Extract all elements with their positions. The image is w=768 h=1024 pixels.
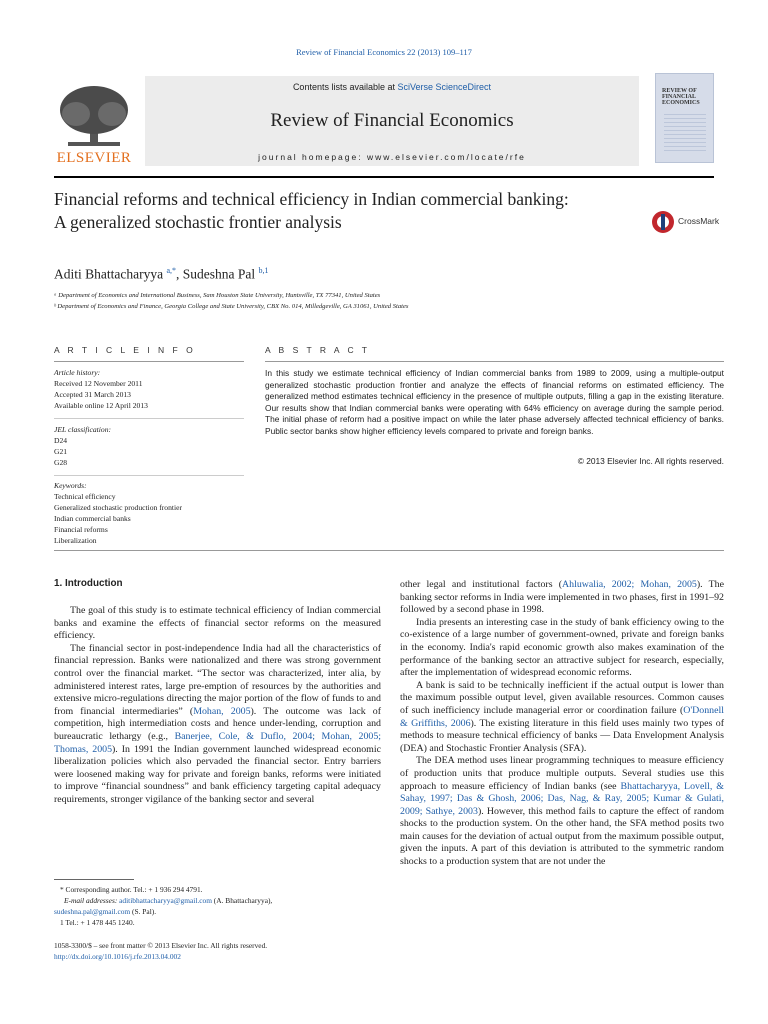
article-info-rule [54,361,244,362]
email-link[interactable]: aditibhattacharyya@gmail.com [119,896,212,905]
abstract-rule [265,361,724,362]
crossmark-badge[interactable] [651,210,726,234]
contents-line [145,82,639,92]
jel-classification [54,424,244,468]
email-link[interactable]: sudeshna.pal@gmail.com [54,907,131,916]
footnote-1: 1 Tel.: + 1 478 445 1240. [60,918,135,927]
author-2-affiliation-mark[interactable]: b,1 [258,266,269,275]
paragraph [400,579,724,617]
email-note [54,895,384,906]
crossmark-label: CrossMark [678,216,720,226]
citation-link[interactable]: Ahluwalia, 2002; Mohan, 2005 [562,579,697,590]
jel-label: JEL classification: [54,425,112,434]
affiliation-b: ᵇ Department of Economics and Finance, Georgia College and State University, CBX No. 014, Milledgeville, GA 31061, United States [54,303,409,310]
text-run: ). The outcome was lack of competition, high intermediation costs and hence under-lending, corruption and bureaucratic lethargy (e.g., [54,705,381,742]
text-run: other legal and institutional factors ( [400,579,563,590]
paragraph [400,680,724,756]
history-label: Article history: [54,368,101,377]
keyword: Technical efficiency [54,492,116,501]
author-separator: , [176,266,183,282]
sciencedirect-link[interactable]: SciVerse ScienceDirect [397,82,492,92]
text-run: The DEA method uses linear programming techniques to measure efficiency of production units that produce multiple outputs. Several studies use this approach to measure efficiency of Indian banks (see [400,755,724,792]
title-line-2: A generalized stochastic frontier analysis [54,212,342,232]
cover-decoration [664,114,706,154]
citation-link[interactable]: Bhattacharyya, Lovell, & Sahay, 1997; Das & Ghosh, 2006; Das, Nag, & Ray, 2005; Kumar & Gulati, 2009; Sathye, 2003 [400,780,724,817]
journal-citation[interactable]: Review of Financial Economics 22 (2013) 109–117 [296,47,472,57]
citation-link[interactable]: Mohan, 2005 [193,705,251,717]
abstract-text: In this study we estimate technical efficiency of Indian commercial banks from 1989 to 2009, using a multiple-output generalized stochastic production frontier and analyze the effects of financial reforms on estimated efficiency. The generalized method estimates technical efficiency in the presence of multiple outputs, filling a gap in the existing literature. Our results show that Indian commercial banks were operating with 64% efficiency on average during the sample period. The initial phase of reform had a positive impact on while the later phase adversely affected technical efficiency of banks. Public sector banks show higher efficiency levels compared to private and foreign banks. [265,368,724,436]
abstract-heading: A B S T R A C T [265,345,371,355]
info-divider [54,475,244,476]
email-owner: (A. Bhattacharyya), [211,896,273,905]
author-1[interactable]: Aditi Bhattacharyya [54,266,164,282]
email-owner: (S. Pal). [130,907,157,916]
footnotes [54,884,384,928]
keywords-label: Keywords: [54,481,87,490]
journal-cover-thumbnail [655,73,714,163]
paragraph: The goal of this study is to estimate technical efficiency of Indian commercial banks and examine the effects of financial sector reforms on the measured efficiency. [54,605,381,642]
front-matter-rule [54,550,724,551]
keyword: Indian commercial banks [54,514,131,523]
elsevier-wordmark: ELSEVIER [56,150,132,166]
contents-prefix: Contents lists available at [292,82,398,92]
text-run: A bank is said to be technically inefficient if the actual output is lower than the maximum possible output level, given available resources. Common causes of such inefficiency include managerial error or coordination failure ( [400,679,724,716]
keyword: Financial reforms [54,525,108,534]
title-line-1: Financial reforms and technical efficiency in Indian commercial banking: [54,189,569,209]
text-run: The financial sector in post-independence India had all the characteristics of financial repression. Banks were nationalized and there was strong government control over the financial market. “The sector was characterized, inter alia, by administered interest rates, large pre-emption of resources by the authorities and extensive micro-regulations directing the major portion of the flow of funds to and from financial intermediaries” ( [54,642,381,717]
text-run: ). The existing literature in this field uses mainly two types of methods to measure technical efficiency of banks — Data Envelopment Analysis (DEA) and Stochastic Frontier Analysis (SFA). [400,717,724,754]
info-divider [54,418,244,419]
section-heading-introduction: 1. Introduction [54,578,123,589]
online-date: Available online 12 April 2013 [54,401,148,410]
received-date: Received 12 November 2011 [54,379,143,388]
journal-title: Review of Financial Economics [270,110,514,131]
text-run: ). However, this method fails to capture the effect of random shocks to the production system. On the other hand, the SFA method posits two main causes for the deviation of actual output from the maximum possible output, given the inputs. A part of this deviation is attributed to the symmetric random shocks to a production system that are not under the [400,805,724,868]
article-title [54,188,644,234]
right-column [400,579,724,869]
author-1-affiliation-mark[interactable]: a,* [166,266,177,275]
email-label: E-mail addresses: [64,896,120,905]
article-history [54,367,244,411]
corresponding-author-note: * Corresponding author. Tel.: + 1 936 294 4791. [60,885,203,894]
jel-code: D24 [54,436,68,445]
text-run: ). In 1991 the Indian government launched widespread economic liberalization policies which also pervaded the financial sector. Entry barriers were loosened making way for private and foreign banks, reforms were initiated to improve “financial soundness” and bank efficiency targeting capital adequacy requirements, stronger vigilance of the banking sector and several [54,743,381,805]
citation-link[interactable]: Banerjee, Cole, & Duflo, 2004; Mohan, 2005; Thomas, 2005 [54,730,382,755]
bottom-matter [54,940,384,962]
journal-homepage[interactable]: journal homepage: www.elsevier.com/locate/rfe [258,152,526,162]
citation-link[interactable]: O'Donnell & Griffiths, 2006 [400,704,724,729]
footnote-rule [54,879,134,880]
doi-link[interactable]: http://dx.doi.org/10.1016/j.rfe.2013.04.002 [54,952,181,961]
cover-title: REVIEW OF FINANCIAL ECONOMICS [662,88,700,106]
text-run: ). The banking sector reforms in India were implemented in two phases, first in 1991–92 followed by a second phase in 1998. [400,579,724,616]
left-column [54,605,381,807]
keyword: Liberalization [54,536,97,545]
paragraph [54,643,381,807]
issn-line: 1058-3300/$ – see front matter © 2013 Elsevier Inc. All rights reserved. [54,941,268,950]
article-info-heading: A R T I C L E I N F O [54,345,196,355]
jel-code: G28 [54,458,68,467]
header-rule [54,176,714,178]
crossmark-icon [651,210,675,234]
keywords [54,480,244,546]
abstract-copyright: © 2013 Elsevier Inc. All rights reserved. [577,456,724,466]
accepted-date: Accepted 31 March 2013 [54,390,131,399]
author-2[interactable]: Sudeshna Pal [182,266,256,282]
keyword: Generalized stochastic production frontier [54,503,182,512]
paragraph: India presents an interesting case in the study of bank efficiency owing to the co-existence of a large number of government-owned, private and foreign banks in the economy. India's rapid economic growth also makes examination of the performance of the banking sector an attractive subject for research, especially, after the implementation of widespread economic reforms. [400,616,724,679]
affiliation-a: ᵃ Department of Economics and International Business, Sam Houston State University, Huntsville, TX 77341, United States [54,292,381,299]
author-list [54,266,269,283]
email-note-cont [54,906,384,917]
paragraph [400,755,724,868]
jel-code: G21 [54,447,68,456]
